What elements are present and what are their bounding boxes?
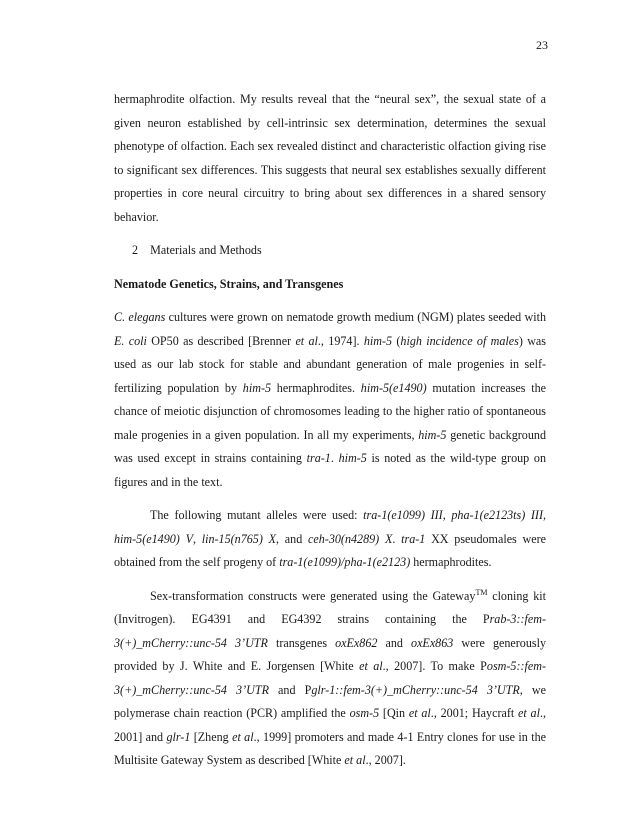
section-number: 2 <box>132 243 139 257</box>
mutant-alleles-paragraph: The following mutant alleles were used: tra-1(e1099) III, pha-1(e2123ts) III, him-5(e1490) V, lin-15(n765) X, and ceh-30(n4289) X. tra-1 XX pseudomales were obtained from the self progeny of tra-1(e1099)/pha-1(e2123) hermaphrodites. <box>114 508 547 569</box>
intro-paragraph: hermaphrodite olfaction. My results reveal that the “neural sex”, the sexual state of a given neuron established by cell-intrinsic sex determination, determines the sexual phenotype of olfaction. Each sex revealed distinct and characteristic olfaction giving rise to significant sex differences. This suggests that neural sex establishes sexually different properties in core neural circuitry to bring about sex differences in a shared sensory behavior. <box>114 92 546 224</box>
page-body <box>114 88 546 773</box>
strains-paragraph: C. elegans cultures were grown on nematode growth medium (NGM) plates seeded with E. coli OP50 as described [Brenner et al., 1974]. him-5 (high incidence of males) was used as our lab stock for stable and abundant generation of male progenies in self-fertilizing population by him-5 hermaphrodites. him-5(e1490) mutation increases the chance of meiotic disjunction of chromosomes leading to the higher ratio of spontaneous male progenies in a given population. In all my experiments, him-5 genetic background was used except in strains containing tra-1. him-5 is noted as the wild-type group on figures and in the text. <box>114 310 547 489</box>
section-title: Materials and Methods <box>150 243 262 257</box>
page-number: 23 <box>536 38 548 52</box>
section-heading <box>132 239 546 263</box>
constructs-paragraph: Sex-transformation constructs were generated using the Gateway™ cloning kit (Invitrogen). EG4391 and EG4392 strains containing the Prab-3::fem-3(+)_mCherry::unc-54 3’UTR transgenes oxEx862 and oxEx863 were generously provided by J. White and E. Jorgensen [White et al., 2007]. To make Posm-5::fem-3(+)_mCherry::unc-54 3’UTR and Pglr-1::fem-3(+)_mCherry::unc-54 3’UTR, we polymerase chain reaction (PCR) amplified the osm-5 [Qin et al., 2001; Haycraft et al., 2001] and glr-1 [Zheng et al., 1999] promoters and made 4-1 Entry clones for use in the Multisite Gateway System as described [White et al., 2007]. <box>114 587 547 767</box>
subsection-heading: Nematode Genetics, Strains, and Transgenes <box>114 276 344 291</box>
